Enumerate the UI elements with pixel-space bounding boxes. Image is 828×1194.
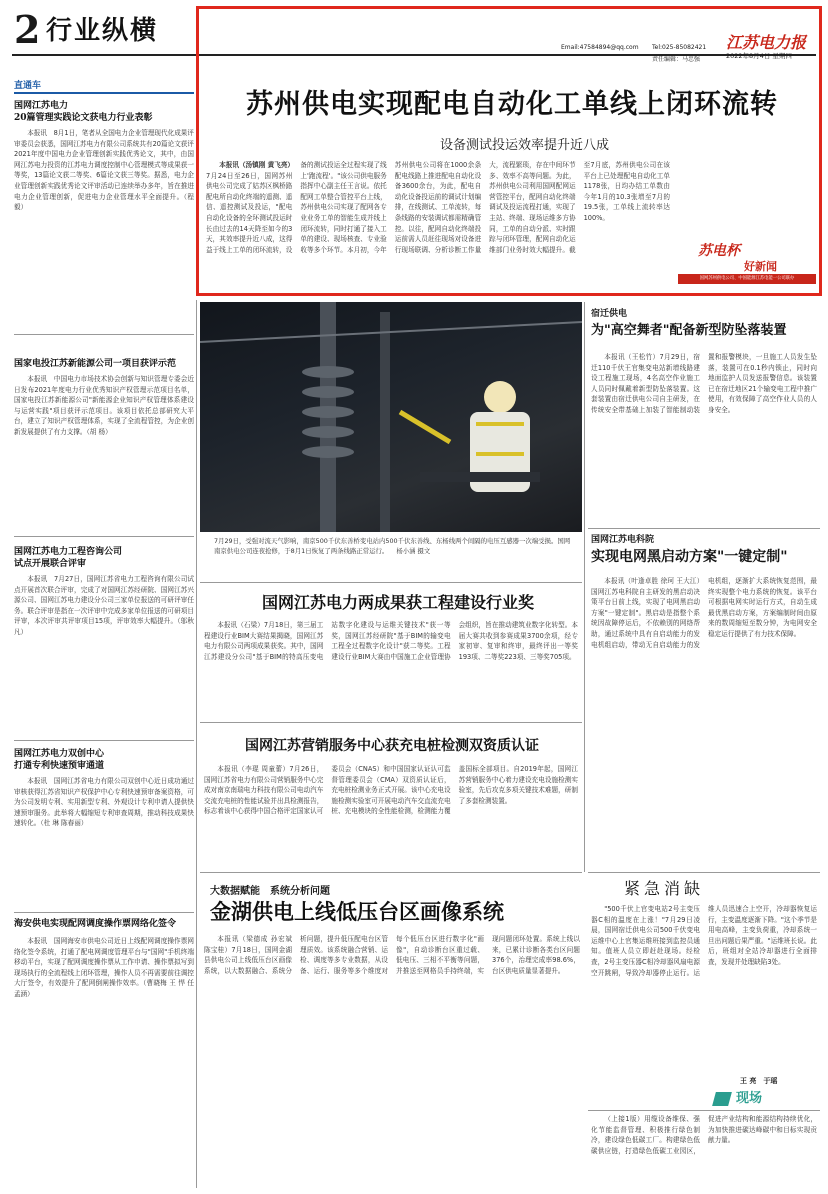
top-story-body: 本报讯（汤镇刚 黄飞亮）7月24日至26日，国网苏州供电公司完成了姑苏区枫桥路配电所自动化终端的遥测、遥信、遥控测试及投运，"配电自动化设备的全环测试投运时长由过去的14天降至如今的3天，其效率提升近八成，这得益于线上工单的闭环流转，设备的测试投运全过程实现了线上'跑流程'。"该公司供电服务指挥中心副主任王言说。依托配网工单整合管控平台上线，苏州供电公司实现了配网各专业业务工单的智能生成并线上闭环流转，同时打通了接入工单的建设、现场核查、专业验收等多个环节。本月初，今年苏州供电公司将在1000余条配电线路上推进配电自动化设备3600余台，为此，配电自动化设备投运前的调试计划编排，在线测试、工单流转，每条线路的安装调试都需精确管控。以往，配网自动化终端投运前需人员赶往现场对设备进行现场联调、分析诊断工作量大，流程繁琐，存在中间环节多、效率不高等问题。为此，苏州供电公司利用国网配网运营管控平台，配网自动化终端调试及投运流程打通，实现了主站、终端、现场运维多方协同，工单的自动分派、实时跟踪与闭环管理，配网自动化运维部门业务时效大幅提升。截至7月底，苏州供电公司在该平台上已处理配电自动化工单1178张，日均办结工单数由今年1月的10.3张增至7月的19.5张，工单线上流转率达100%。 xyxy=(206,161,670,254)
top-story-byline: 本报讯（汤镇刚 黄飞亮） xyxy=(219,161,295,169)
data-story-title: 金湖供电上线低压台区画像系统 xyxy=(210,899,504,924)
brief-divider xyxy=(14,740,194,741)
right-mid-divider xyxy=(588,528,820,529)
urgent-body: "500千伏上官变电站2号主变压器C相的温度在上涨！"7月29日凌晨，国网宿迁供电公司500千伏变电运维中心上官集运维班接到监控员通知。值班人员立即赶赴现场。经检查，2号主变压器C相冷却器风扇电源空开跳闸，导致冷却器停止运行。运维人员迅速合上空开，冷却器恢复运行，主变温度逐渐下降。"这个季节是用电高峰，主变负荷重，冷却系统一旦出问题后果严重。"运维班长说。此后，班组对全站冷却器进行全面排查，发现并处理缺陷3处。 xyxy=(591,905,817,977)
brief-divider xyxy=(14,334,194,335)
mid-story-divider xyxy=(200,582,582,583)
brief-3-body: 本报讯 7月27日，国网江苏省电力工程咨询有限公司试点开展首次联合评审，完成了对国网江苏经研院、国网江苏兴源公司、国网江苏电力建设分公司三家单位报送的可研评审任务。联合评审是指在一次评审中完成多家单位报送的可研项目评审，本次评审共评审项目15项，评审效率大幅提升。（邬秋凡） xyxy=(14,575,194,636)
charge-story-body: 本报讯（李琨 周童蕾）7月26日，国网江苏省电力有限公司营销服务中心完成对南京南瑞电力科技有限公司电动汽车交流充电桩的性能试验并出具检测报告，标志着该中心获得中国合格评定国家认可委员会（CNAS）和中国国家认证认可监督管理委员会（CMA）双资质认证后，充电桩检测业务正式开展。该中心充电设施检测实验室可开展电动汽车交直流充电桩、充电模块的全性能检测，检测能力覆盖国标全部项目。自2019年起，国网江苏营销服务中心着力建设充电设施检测实验室，先后攻克多项关键技术难题，研制了多套检测装置。 xyxy=(204,765,578,816)
brief-3-title: 国网江苏电力工程咨询公司 试点开展联合评审 xyxy=(14,547,123,569)
masthead-date: 2022年8月4日 星期四 xyxy=(726,52,792,60)
mid-story-title: 国网江苏电力两成果获工程建设行业奖 xyxy=(261,593,534,612)
charge-story-divider xyxy=(200,722,582,723)
brief-5-body: 本报讯 国网海安市供电公司近日上线配网调度操作票网络化签令系统，打通了配电网调度管理平台与"国网"手机终端移动平台，实现了配网调度操作票从工作申请、操作票拟写到现场执行的全流程线上闭环管理，操作人员不再需要前往调控大厅签令，有效提升了配网倒闸操作效率。（曹晓梅 王 悍 任孟涵） xyxy=(14,937,194,998)
page-number: 2 xyxy=(14,7,41,52)
brief-divider xyxy=(14,536,194,537)
masthead-editor: 责任编辑：马忠强 xyxy=(652,56,701,63)
mid-story-body: 本报讯（石梁）7月18日，第三届工程建设行业BIM大赛结果揭晓，国网江苏电力有限公司两项成果获奖。其中，国网江苏建设分公司"基于BIM的特高压变电站数字化建设与运维关键技术"获一等奖，国网江苏经研院"基于BIM的输变电工程全过程数字化设计"获二等奖。工程建设行业BIM大赛由中国施工企业管理协会组织，旨在推动建筑业数字化转型。本届大赛共收到参赛成果3700余项，经专家初审、复审和终审，最终评出一等奖193项、二等奖223项、三等奖705项。 xyxy=(204,621,578,661)
data-story-divider xyxy=(200,872,582,873)
brief-2-body: 本报讯 中国电力市场技术协会创新与知识管理专委会近日发布2021年度电力行业优秀知识产权管理示范项目名单，国家电投江苏新能源公司"新能源企业知识产权管理体系建设与运营实践"项目获评示范项目。该项目依托总部研究大平台，建立了知识产权管理体系，实现了全流程管控，为企业创新发展提供了有力支撑。（胡 杨） xyxy=(14,375,194,436)
brief-5-title: 海安供电实现配网调度操作票网络化签令 xyxy=(14,919,177,929)
top-story-subhead: 设备测试投运效率提升近八成 xyxy=(440,138,610,153)
scene-title: 现场 xyxy=(736,1091,763,1106)
paper-name-logo: 江苏电力报 xyxy=(726,33,807,52)
scene-divider xyxy=(588,1110,820,1111)
brief-1-title: 国网江苏电力 20篇管理实践论文获电力行业表彰 xyxy=(14,101,153,123)
photo-illustration xyxy=(200,302,582,532)
right-mid-kicker: 国网江苏电科院 xyxy=(591,535,655,545)
data-story-body: 本报讯（梁德成 孙宏斌 陈宝桂）7月18日，国网金湖县供电公司上线低压台区画像系统，以大数据融合、系统分析问题，提升低压配电台区管理质效。该系统融合营销、运检、调度等多专业数据，从设备、运行、服务等多个维度对每个低压台区进行数字化"画像"，自动诊断台区重过载、低电压、三相不平衡等问题，并推送至网格员手持终端，实现问题闭环处置。系统上线以来，已累计诊断各类台区问题376个，治理完成率98.6%，台区供电质量显著提升。 xyxy=(204,935,580,975)
masthead-tel: Tel:025-85082421 xyxy=(652,44,707,51)
brief-1-body: 本报讯 8月1日，笔者从全国电力企业管理现代化成果评审委员会获悉，国网江苏电力有限公司系统共有20篇论文获评2021年度中国电力企业管理创新实践优秀论文，其中，由国网江苏电力投资的江苏电力调度控制中心管理模式等成果获一等奖，13篇论文获二等奖、6篇论文获三等奖。据悉，电力企业管理创新实践优秀论文评审活动已连续举办多年，旨在推进电力企业管理创新，促进电力企业管理水平全面提升。（程 毅） xyxy=(14,129,194,212)
badge-note: 国网苏州供电公司、中国能源江苏电能一公司联办 xyxy=(678,274,816,284)
badge-subtitle: 好新闻 xyxy=(744,260,777,273)
brief-2-title: 国家电投江苏新能源公司一项目获评示范 xyxy=(14,359,177,369)
right-mid-body: 本报讯（叶逢卓胜 徐珂 王大江）国网江苏电科院自主研发的黑启动决策平台日前上线，实现了电网黑启动方案"一键定制"。黑启动是指整个系统因故障停运后，不依赖别的网络帮助，通过系统中具有自启动能力的发电机组启动，带动无自启动能力的发电机组，逐渐扩大系统恢复范围，最终实现整个电力系统的恢复。该平台可根据电网实时运行方式，自动生成最优黑启动方案，方案编制时间由原来的数周缩短至数分钟，为电网安全稳定运行提供了有力技术保障。 xyxy=(591,577,817,649)
left-column-divider xyxy=(196,300,197,1188)
section-title: 行业纵横 xyxy=(46,16,159,46)
brief-divider xyxy=(14,912,194,913)
right-mid-title: 实现电网黑启动方案"一键定制" xyxy=(591,549,788,565)
urgent-authors: 王 亮 于瑶 xyxy=(740,1077,778,1085)
scene-body: （上接1版）用缆设备维保、强化节能监督管理、积极推行绿色制冷，建设绿色低碳工厂。构建绿色低碳供应链，打造绿色低碳工业园区，促进产业结构和能源结构持续优化，为加快推进碳达峰碳中和目标实现贡献力量。 xyxy=(591,1115,817,1155)
right-top-body: 本报讯（王松竹）7月29日，宿迁110千伏王官集变电站新增线路建设工程施工现场，4名高空作业施工人员同时佩戴着新型防坠落装置。这套装置由宿迁供电公司自主研发，在传统安全带基础上加装了智能制动装置和报警模块，一旦施工人员发生坠落，装置可在0.1秒内锁止，同时向地面监护人员发送报警信息。该装置已在宿迁地区21个输变电工程中推广使用，有效保障了高空作业人员的人身安全。 xyxy=(591,353,817,414)
scene-icon xyxy=(712,1092,732,1106)
data-story-kicker: 大数据赋能 系统分析问题 xyxy=(210,886,330,897)
right-top-title: 为"高空舞者"配备新型防坠落装置 xyxy=(591,323,787,338)
photo-caption: 7月29日，受强对流天气影响，南京500千伏东善桥变电站内500千伏东善线、东杨线两个间隔的电压互感器一次端受损。国网南京供电公司连夜抢修，于8月1日恢复了两条线路正常运行。 杨小涵 摄文 xyxy=(214,537,571,555)
brief-4-body: 本报讯 国网江苏省电力有限公司双创中心近日成功通过审核获得江苏省知识产权保护中心专利快速预审备案资格，可为公司发明专利、实用新型专利、外观设计专利申请人提供快速预审服务。此举将大幅缩短专利审查周期，推动科技成果快速转化。（杜 琳 陈春丽） xyxy=(14,777,194,828)
urgent-divider xyxy=(588,872,820,873)
masthead-email: Email:47584894@qq.com xyxy=(561,44,639,51)
left-column-tag: 直通车 xyxy=(14,80,194,94)
top-story-badge xyxy=(678,238,816,288)
brief-4-title: 国网江苏电力双创中心 打通专利快速预审通道 xyxy=(14,749,105,771)
photo-credit: 杨小涵 摄文 xyxy=(396,547,431,555)
urgent-title: 紧急消缺 xyxy=(624,879,705,898)
photo-right-divider xyxy=(584,302,585,872)
right-top-kicker: 宿迁供电 xyxy=(591,309,628,319)
badge-title: 苏电杯 xyxy=(698,243,740,259)
charge-story-title: 国网江苏营销服务中心获充电桩检测双资质认证 xyxy=(245,738,539,754)
top-story-headline: 苏州供电实现配电自动化工单线上闭环流转 xyxy=(246,89,778,120)
substation-repair-photo xyxy=(200,302,582,532)
